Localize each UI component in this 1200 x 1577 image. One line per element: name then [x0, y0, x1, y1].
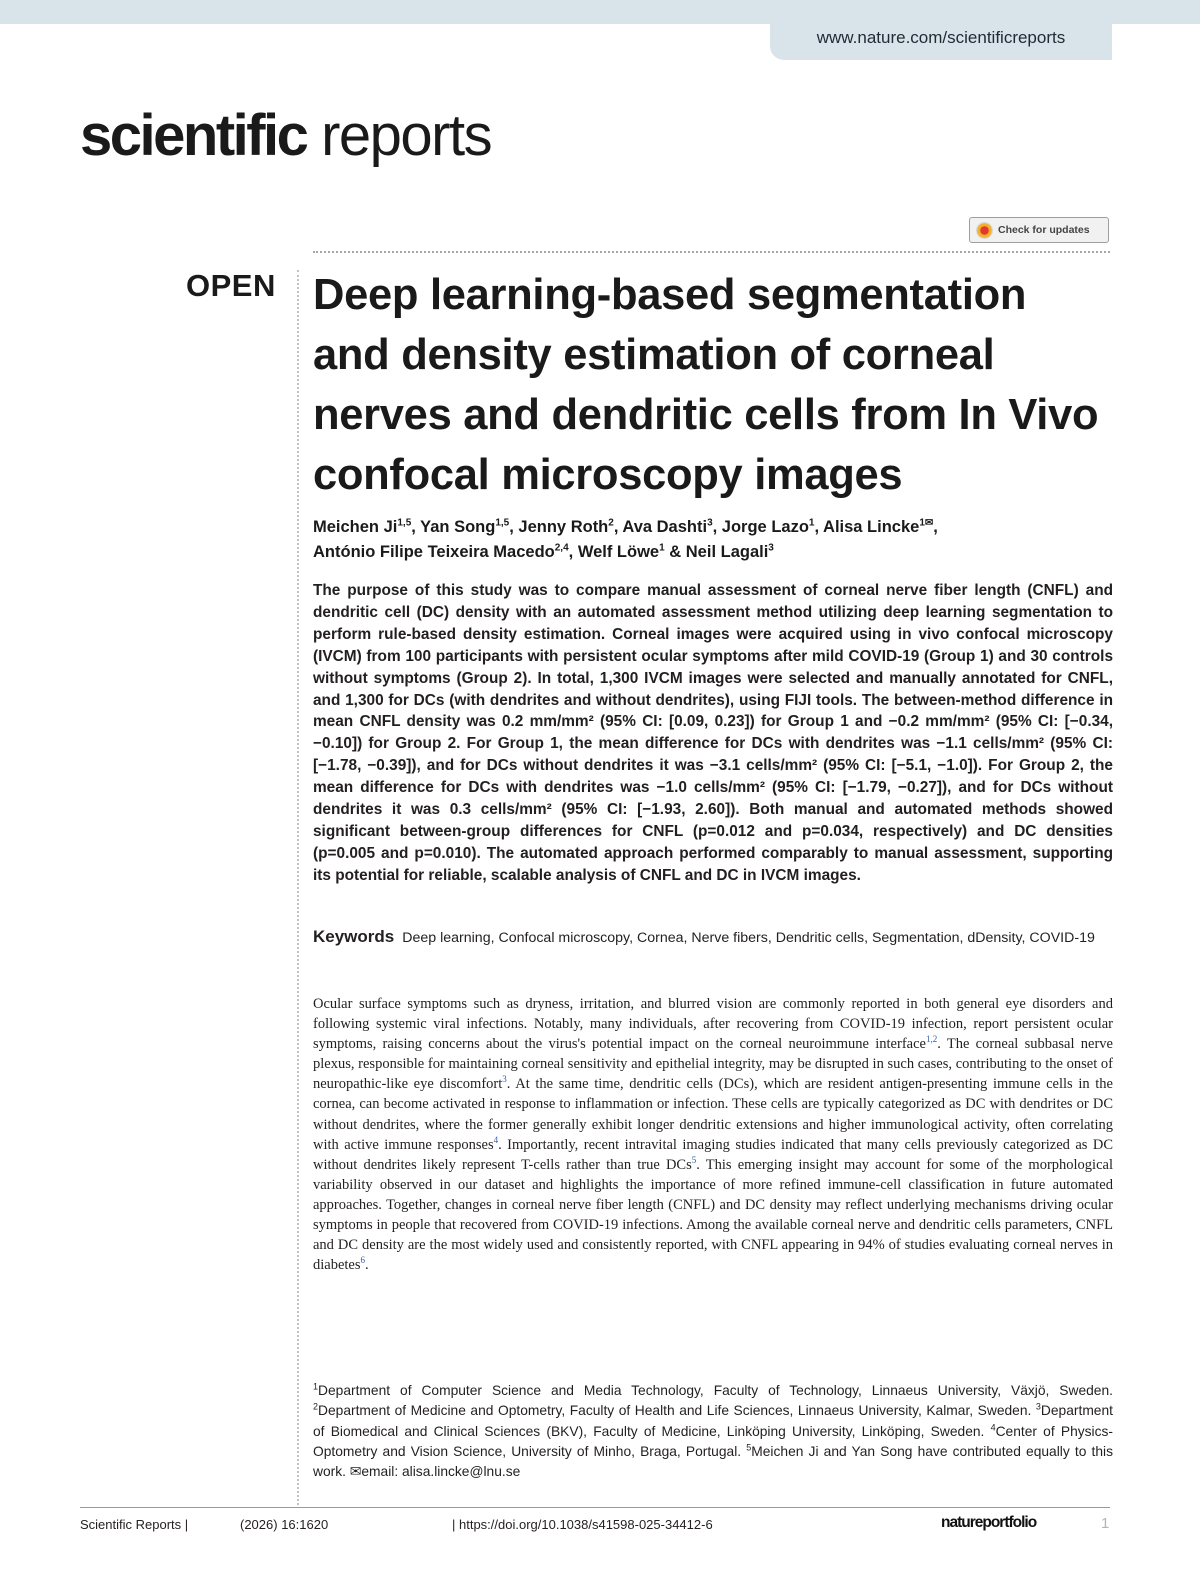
- author-name[interactable]: Welf Löwe: [577, 543, 660, 561]
- author-affiliation-ref: 3: [707, 517, 713, 529]
- author-separator: ,: [568, 543, 578, 561]
- body-text: . The corneal subbasal nerve plexus, responsible for maintaining corneal sensitivity and epithelial integrity, may be disrupted in such cases, contributing to the onset of neuropathic-like eye discomfort: [313, 1036, 1113, 1093]
- author-affiliation-ref: 1: [659, 542, 665, 554]
- author-separator: ,: [712, 518, 722, 536]
- citation-link[interactable]: 5: [691, 1154, 697, 1165]
- journal-logo-light: reports: [321, 103, 492, 168]
- open-access-label: OPEN: [186, 268, 276, 303]
- footer-citation: (2026) 16:1620: [240, 1517, 329, 1532]
- author-name[interactable]: Neil Lagali: [685, 543, 769, 561]
- affiliation-number: 2: [313, 1401, 319, 1412]
- author-affiliation-ref: 2: [608, 517, 614, 529]
- footer-journal: Scientific Reports |: [80, 1517, 189, 1532]
- header-divider: [313, 251, 1110, 253]
- author-name[interactable]: Alisa Lincke: [823, 518, 920, 536]
- corresponding-email[interactable]: ✉email: alisa.lincke@lnu.se: [349, 1464, 521, 1480]
- body-text: .: [365, 1257, 369, 1274]
- body-text: . This emerging insight may account for some of the morphological variability observed in our dataset and highlights the importance of more refined immune-cell classification in future automated approaches. Together, changes in corneal nerve fiber length (CNFL) and DC density may reflect underlying mechanisms driving ocular symptoms in people that recovered from COVID-19 infections. Among the available corneal nerve and dendritic cells parameters, CNFL and DC density are the most widely used and consistently reported, with CNFL appearing in 94% of studies evaluating corneal nerves in diabetes: [313, 1156, 1113, 1274]
- author-affiliation-ref: 1: [808, 517, 815, 529]
- journal-url-link[interactable]: www.nature.com/scientificreports: [770, 20, 1112, 60]
- body-paragraph: [313, 994, 1113, 1275]
- publisher-logo: natureportfolio: [941, 1514, 1037, 1531]
- page-number: 1: [1101, 1515, 1110, 1532]
- author-list: [313, 515, 1113, 565]
- crossmark-icon: [976, 222, 993, 239]
- author-name[interactable]: Meichen Ji: [313, 518, 398, 536]
- check-for-updates-label: Check for updates: [998, 224, 1090, 236]
- check-for-updates-button[interactable]: [969, 217, 1109, 243]
- margin-rule: [297, 270, 299, 1505]
- author-separator: ,: [613, 518, 623, 536]
- author-separator: &: [664, 543, 686, 561]
- affiliation-number: 5: [746, 1442, 752, 1453]
- affiliation-text: Department of Biomedical and Clinical Sciences (BKV), Faculty of Medicine, Linköping University, Linköping, Sweden.: [313, 1403, 1113, 1439]
- author-affiliation-ref: 2,4: [554, 542, 569, 554]
- footer-doi-link[interactable]: | https://doi.org/10.1038/s41598-025-34412-6: [452, 1517, 713, 1532]
- author-name[interactable]: Ava Dashti: [622, 518, 708, 536]
- body-text: . At the same time, dendritic cells (DCs), which are resident antigen-presenting immune cells in the cornea, can become activated in response to inflammation or infection. These cells are typically categorized as DC with dendrites or DC without dendrites, where the former generally exhibit longer dendritic extensions and higher immunological activity, often correlating with active immune responses: [313, 1076, 1113, 1153]
- citation-link[interactable]: 4: [493, 1134, 499, 1145]
- affiliation-text: Center of Physics-Optometry and Vision Science, University of Minho, Braga, Portugal.: [313, 1423, 1113, 1459]
- journal-logo: [80, 101, 491, 171]
- abstract: The purpose of this study was to compare manual assessment of corneal nerve fiber length (CNFL) and dendritic cell (DC) density with an automated assessment method utilizing deep learning segmentation to perform rule-based density estimation. Corneal images were acquired using in vivo confocal microscopy (IVCM) from 100 participants with persistent ocular symptoms after mild COVID-19 (Group 1) and 30 controls without symptoms (Group 2). In total, 1,300 IVCM images were selected and manually annotated for CNFL, and 1,300 for DCs (with dendrites and without dendrites), using FIJI tools. The between-method difference in mean CNFL density was 0.2 mm/mm² (95% CI: [0.09, 0.23]) for Group 1 and −0.2 mm/mm² (95% CI: [−0.34, −0.10]) for Group 2. For Group 1, the mean difference for DCs with dendrites was −1.1 cells/mm² (95% CI: [−1.78, −0.39]), and for DCs without dendrites it was −3.1 cells/mm² (95% CI: [−5.1, −1.0]). For Group 2, the mean difference for DCs with dendrites was −1.0 cells/mm² (95% CI: [−1.79, −0.27]), and for DCs without dendrites it was 0.3 cells/mm² (95% CI: [−1.93, 2.60]). Both manual and automated methods showed significant between-group differences for CNFL (p=0.012 and p=0.034, respectively) and DC densities (p=0.005 and p=0.010). The automated approach performed comparably to manual assessment, supporting its potential for reliable, scalable analysis of CNFL and DC in IVCM images.: [313, 582, 1113, 884]
- body-text: Ocular surface symptoms such as dryness, irritation, and blurred vision are commonly reported in both general eye disorders and following systemic viral infections. Notably, many individuals, after recovering from COVID-19 infection, report persistent ocular symptoms, raising concerns about the virus's potential impact on the corneal neuroimmune interface: [313, 996, 1113, 1053]
- affiliation-number: 3: [1035, 1401, 1041, 1412]
- affiliation-text: Department of Medicine and Optometry, Faculty of Health and Life Sciences, Linnaeus University, Kalmar, Sweden.: [318, 1403, 1036, 1419]
- affiliation-text: Meichen Ji and Yan Song have contributed equally to this work.: [313, 1443, 1113, 1480]
- author-affiliation-ref: 3: [768, 542, 774, 554]
- author-separator: ,: [509, 518, 519, 536]
- affiliation-number: 4: [990, 1422, 996, 1432]
- author-name[interactable]: Jenny Roth: [518, 518, 609, 536]
- keywords-list: Deep learning, Confocal microscopy, Cornea, Nerve fibers, Dendritic cells, Segmentation, dDensity, COVID-19: [402, 930, 1095, 946]
- affiliation-text: Department of Computer Science and Media Technology, Faculty of Technology, Linnaeus University, Växjö, Sweden.: [318, 1383, 1113, 1398]
- journal-logo-bold: scientific: [80, 103, 307, 168]
- author-affiliation-ref: 1,5: [397, 517, 412, 529]
- author-name[interactable]: António Filipe Teixeira Macedo: [313, 543, 555, 561]
- keywords: [313, 926, 1113, 949]
- author-name[interactable]: Yan Song: [420, 518, 496, 536]
- footer-divider: [80, 1507, 1110, 1508]
- author-affiliation-ref: 1✉: [919, 517, 934, 529]
- author-affiliation-ref: 1,5: [495, 517, 510, 529]
- citation-link[interactable]: 3: [502, 1074, 507, 1085]
- citation-link[interactable]: 1,2: [925, 1034, 938, 1045]
- article-title: Deep learning-based segmentation and density estimation of corneal nerves and dendritic cells from In Vivo confocal microscopy images: [313, 271, 1099, 499]
- author-name[interactable]: Jorge Lazo: [721, 518, 809, 536]
- affiliations: [313, 1381, 1113, 1482]
- author-separator: ,: [411, 518, 421, 536]
- author-separator: ,: [814, 518, 824, 536]
- body-text: . Importantly, recent intravital imaging studies indicated that many cells previously categorized as DC without dendrites likely represent T-cells rather than true DCs: [313, 1136, 1114, 1173]
- citation-link[interactable]: 6: [360, 1255, 366, 1266]
- affiliation-number: 1: [313, 1381, 319, 1392]
- keywords-label: Keywords: [313, 927, 395, 946]
- author-separator: ,: [933, 518, 938, 536]
